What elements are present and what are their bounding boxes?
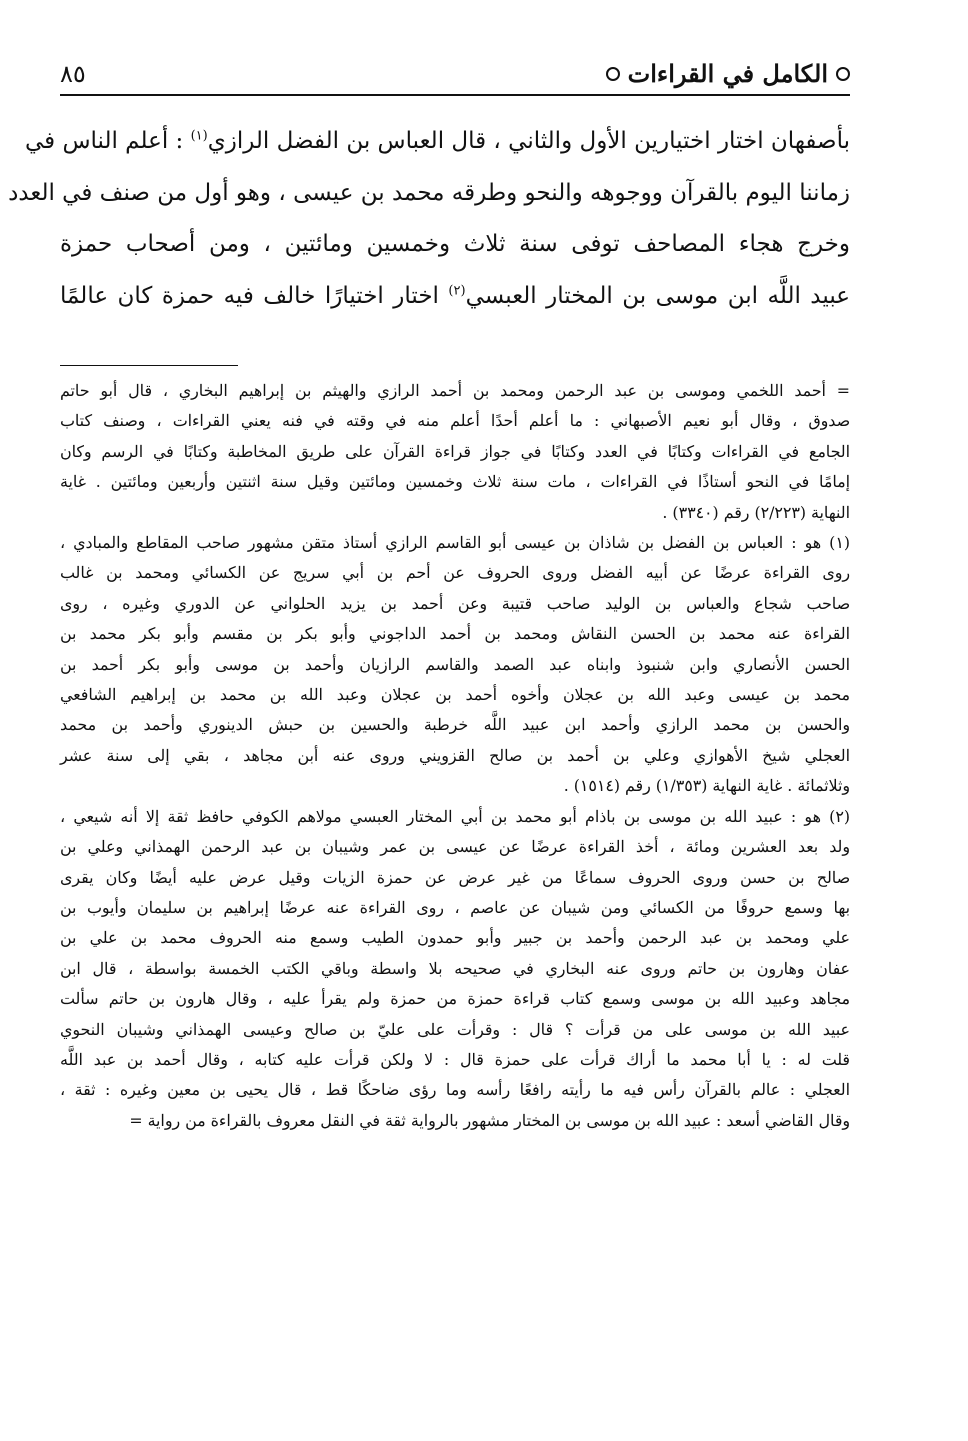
footnote-line: صالح بن حسن وروى الحروف سماعًا من غير عرض عن حمزة الزيات وقيل عرض عليه أيضًا وكان يقرى	[60, 867, 850, 887]
book-title-group	[606, 59, 850, 88]
book-page	[8, 38, 850, 1418]
footnote-block	[60, 528, 850, 802]
footnote-line: عفان وهارون بن حاتم وروى عنه البخاري في صحيحه بلا واسطة وباقي الكتب الخمسة بواسطة ، قال ابن	[60, 958, 850, 978]
footnote-line: (١) هو : العباس بن الفضل بن شاذان بن عيسى أبو القاسم الرازي أستاذ متقن مشهور صاحب المقاطع والمبادي ،	[60, 533, 850, 553]
footnote-line: = أحمد اللخمي وموسى بن عبد الرحمن ومحمد بن أحمد الرازي والهيثم بن إبراهيم البخاري ، قال أبو حاتم	[60, 381, 850, 400]
footnote-reference[interactable]: (٢)	[448, 282, 466, 298]
footnote-line: وقال القاضي أسعد : عبيد الله بن موسى بن المختار مشهور بالرواية ثقة في النقل معروف بالقراءة من رواية =	[129, 1110, 850, 1130]
header-rule	[60, 94, 850, 96]
circle-ornament-icon	[606, 67, 620, 81]
footnote-line: ولد بعد العشرين ومائة ، أخذ القراءة عرضًا عن عيسى بن عمر وشيبان بن عبد الرحمن الهمذاني وعلي بن	[60, 837, 850, 857]
footnote-block	[60, 376, 850, 528]
line-text: زماننا اليوم بالقرآن ووجوهه والنحو وطرقه محمد بن عيسى ، وهو أول من صنف في العدد	[8, 179, 850, 206]
line-text: وخرج هجاء المصاحف توفى سنة ثلاث وخمسين ومائتين ، ومن أصحاب حمزة	[60, 231, 850, 257]
footnote-line: العجلي شيخ الأهوازي وعلي بن أحمد بن صالح القزويني وروى عنه أبن مجاهد ، بقي إلى سنة عشر	[60, 745, 850, 765]
page-number: ٨٥	[60, 60, 86, 88]
footnote-line: إمامًا في النحو أستاذًا في القراءات ، مات سنة ثلاث وخمسين ومائتين وقيل سنة اثنتين وأربعين ومائتين . غاية	[60, 472, 850, 492]
footnote-line: والحسن بن محمد الرازي وأحمد ابن عبيد اللَّه خرطبة والحسين بن حبش الدينوري وأحمد بن محمد	[60, 715, 850, 735]
circle-ornament-icon	[836, 67, 850, 81]
line-text: اختار اختيارًا خالف فيه حمزة كان عالمًا	[60, 282, 449, 309]
main-text-line	[60, 219, 850, 271]
line-text: عبيد اللَّه ابن موسى بن المختار العبسي	[465, 282, 850, 309]
footnote-line: عبيد الله بن موسى على من قرأت ؟ قال : وقرأت على عليّ بن صالح وعيسى الهمذاني وشيبان النحوي	[60, 1019, 850, 1039]
running-header	[60, 38, 850, 88]
footnote-line: بها وسمع حروفًا من الكسائي ومن شيبان عن عاصم ، روى القراءة عنه عرضًا إبراهيم بن سليمان وأيوب بن	[60, 897, 850, 917]
footnote-line: علي ومحمد بن عبد الرحمن وأحمد بن جبير وأبو حمدون الطيب وسمع منه الحروف محمد بن علي بن	[60, 928, 850, 948]
line-text: بأصفهان اختار اختيارين الأول والثاني ، قال العباس بن الفضل الرازي	[207, 128, 850, 154]
footnote-line: وثلاثمائة . غاية النهاية (١/٣٥٣) رقم (١٥١٤) .	[563, 776, 850, 796]
line-text: : أعلم الناس في	[24, 128, 191, 154]
footnote-line: القراءة عنه محمد بن الحسن النقاش ومحمد بن أحمد الداجوني وأبو بكر بن مقسم وأبو بكر محمد بن	[60, 624, 850, 644]
footnote-reference[interactable]: (١)	[190, 128, 208, 144]
footnote-line: مجاهد وعبيد الله بن موسى وسمع كتاب قراءة حمزة من حمزة ولم يقرأ عليه ، وقال هارون بن حاتم سألت	[60, 989, 850, 1009]
footnote-block	[60, 802, 850, 1136]
footnote-line: الجامع في القراءات وكتابًا في العدد وكتابًا في جواز قراءة القرآن على طريق المخاطبة وكتابًا في الرسم وكان	[60, 441, 850, 461]
footnote-line: صدوق ، وقال أبو نعيم الأصبهاني : ما أعلم أحدًا أعلم منه في وقته في فنه يعني القراءات ، وصنف كتاب	[60, 411, 850, 431]
book-title: الكامل في القراءات	[627, 59, 828, 88]
footnote-line: الحسن الأنصاري وابن شنبوذ وابناه عبد الصمد والقاسم الرازيان وأحمد بن موسى وأبو بكر أحمد بن	[60, 654, 850, 674]
footnotes	[60, 376, 850, 1136]
main-text-line	[24, 116, 850, 168]
footnote-line: محمد بن عيسى وعبد الله بن عجلان وأخوه أحمد بن عجلان وعبد الله بن محمد بن إبراهيم الشافعي	[60, 685, 850, 705]
footnote-line: (٢) هو : عبيد الله بن موسى بن باذام أبو محمد بن أبي المختار العبسي مولاهم الكوفي حافظ ثقة إلا أنه شيعي ،	[60, 806, 850, 826]
footnote-separator	[60, 365, 238, 366]
footnote-line: العجلي : عالم بالقرآن رأس فيه ما رأيته رافعًا رأسه وما رؤى ضاحكًا قط ، قال يحيى بن معين وغيره : ثقة ،	[60, 1080, 850, 1100]
footnote-line: قلت له : يا أبا محمد ما أراك قرأت على حمزة قال : لا ولكن قرأت عليه كتابه ، وقال أحمد بن عبد اللَّه	[60, 1049, 850, 1069]
footnote-line: صاحب شجاع والعباس بن الوليد صاحب قتيبة وعن أحمد بن يزيد الحلواني عن الدوري وغيره ، روى	[60, 593, 850, 613]
main-text	[8, 116, 850, 322]
main-text-line	[8, 168, 850, 220]
footnote-line: روى القراءة عرضًا عن أبيه الفضل وروى الحروف عن أحم بن أبي سريج عن الكسائي ومحمد بن غالب	[60, 563, 850, 583]
main-text-line	[60, 271, 850, 323]
footnote-line: النهاية (٢/٢٢٣) رقم (٣٣٤٠) .	[662, 502, 850, 522]
